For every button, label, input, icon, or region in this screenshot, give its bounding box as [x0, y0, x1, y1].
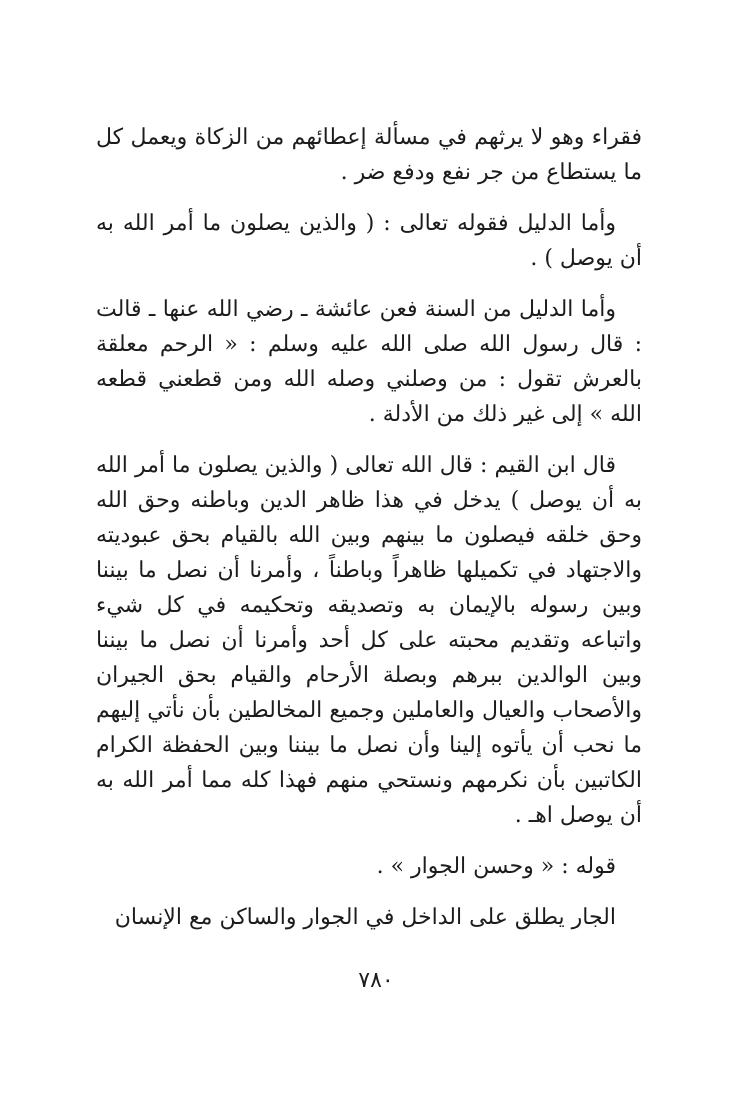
paragraph-sunnah-evidence: وأما الدليل من السنة فعن عائشة ـ رضي الله عنها ـ قالت : قال رسول الله صلى الله عليه وسلم : « الرحم معلقة بالعرش تقول : من وصلني وصله الله ومن قطعني قطعه الله » إلى غير ذلك من الأدلة . [96, 297, 642, 427]
paragraph-neighbor-definition: الجار يطلق على الداخل في الجوار والساكن مع الإنسان [114, 905, 616, 930]
paragraph-gap [96, 276, 642, 292]
paragraph-quran-evidence: وأما الدليل فقوله تعالى : ( والذين يصلون ما أمر الله به أن يوصل ) . [96, 211, 642, 271]
paragraph-zakat-continuation: فقراء وهو لا يرثهم في مسألة إعطائهم من الزكاة ويعمل كل ما يستطاع من جر نفع ودفع ضر . [96, 125, 642, 185]
paragraph-ibn-qayyim-quote: قال ابن القيم : قال الله تعالى ( والذين يصلون ما أمر الله به أن يوصل ) يدخل في هذا ظاهر الدين وباطنه وحق الله وحق خلقه فيصلون ما بينهم وبين الله بالقيام بحق عبوديته والاجتهاد في تكميلها ظاهراً وباطناً ، وأمرنا أن نصل ما بيننا وبين رسوله بالإيمان به وتصديقه وتحكيمه في كل شيء واتباعه وتقديم محبته على كل أحد وأمرنا أن نصل ما بيننا وبين الوالدين ببرهم وبصلة الأرحام والقيام بحق الجيران والأصحاب والعيال والعاملين وجميع المخالطين بأن نأتي إليهم ما نحب أن يأتوه إلينا وأن نصل ما بيننا وبين الحفظة الكرام الكاتبين بأن نكرمهم ونستحي منهم فهذا كله مما أمر الله به أن يوصل اهـ . [96, 453, 643, 828]
page-number: ٧٨٠ [358, 968, 394, 993]
paragraph-good-neighborliness-heading: قوله : « وحسن الجوار » . [376, 854, 616, 879]
paragraph-gap [96, 884, 642, 900]
paragraph-gap [96, 833, 642, 849]
paragraph-gap [96, 432, 642, 448]
page-body-text [96, 120, 642, 935]
paragraph-gap [96, 190, 642, 206]
